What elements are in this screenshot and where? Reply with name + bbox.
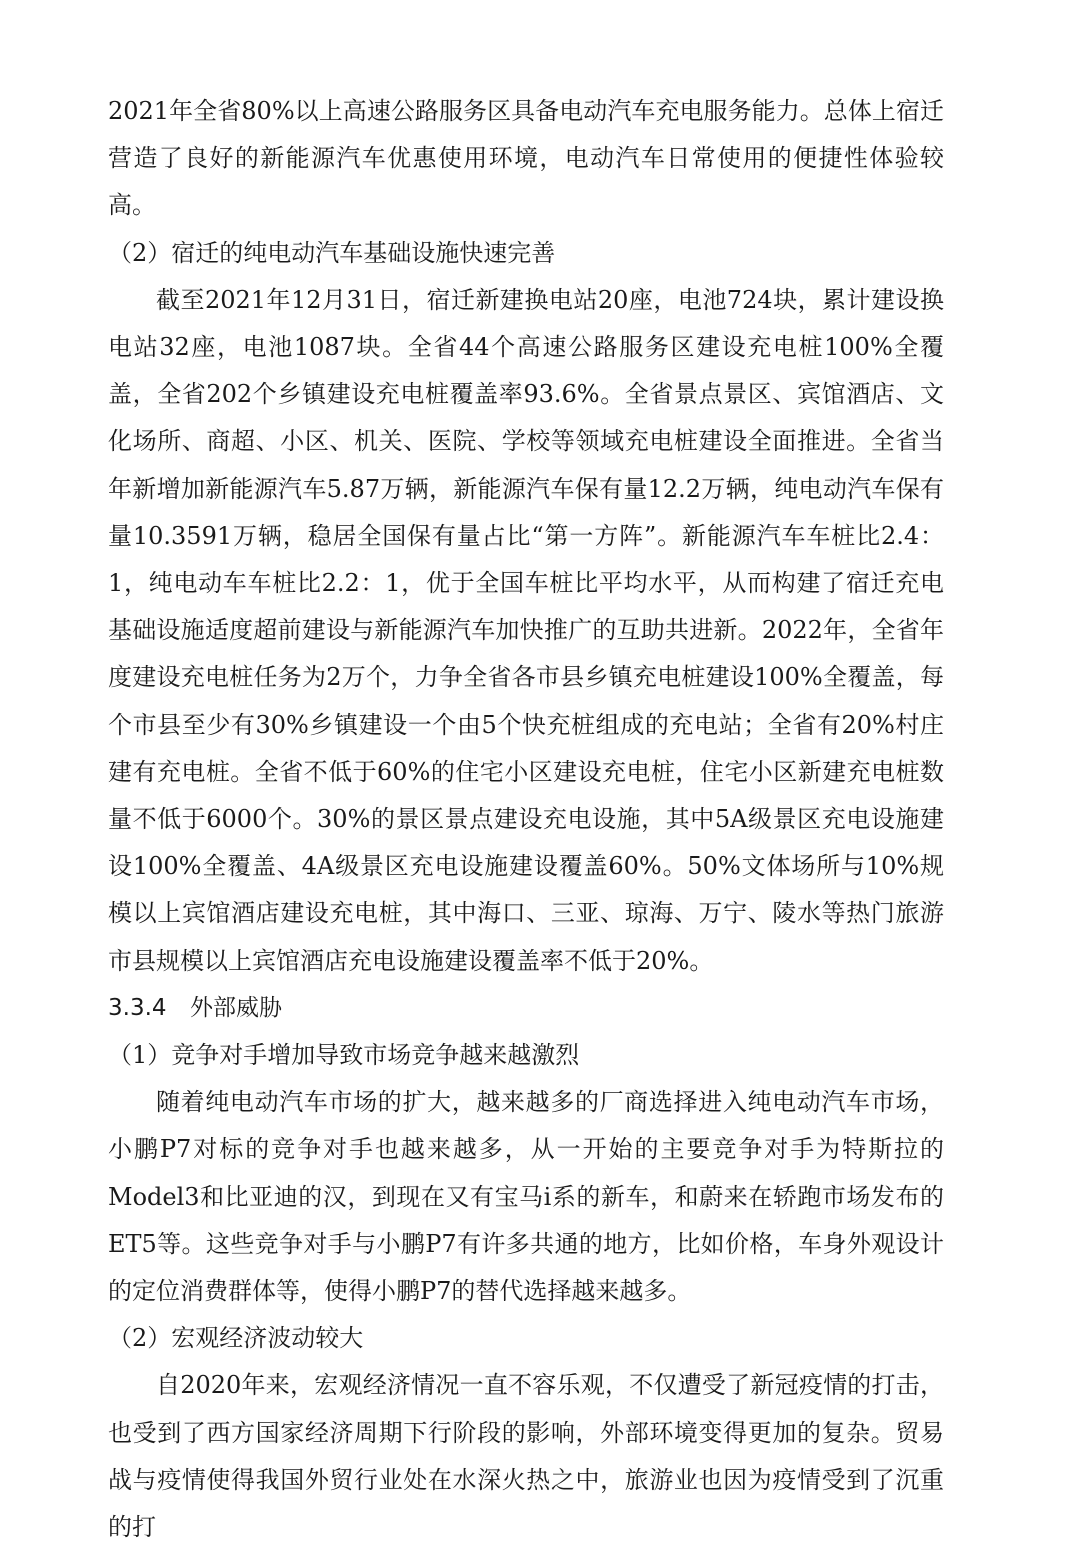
paragraph-competition: 随着纯电动汽车市场的扩大，越来越多的厂商选择进入纯电动汽车市场，小鹏P7对标的竞争对手也越来越多，从一开始的主要竞争对手为特斯拉的Model3和比亚迪的汉，到现在又有宝马i系的新车，和蔚来在轿跑市场发布的ET5等。这些竞争对手与小鹏P7有许多共通的地方，比如价格，车身外观设计的定位消费群体等，使得小鹏P7的替代选择越来越多。: [108, 1088, 944, 1306]
paragraph-infrastructure: 截至2021年12月31日，宿迁新建换电站20座，电池724块，累计建设换电站32座，电池1087块。全省44个高速公路服务区建设充电桩100%全覆盖，全省202个乡镇建设充电桩覆盖率93.6%。全省景点景区、宾馆酒店、文化场所、商超、小区、机关、医院、学校等领域充电桩建设全面推进。全省当年新增加新能源汽车5.87万辆，新能源汽车保有量12.2万辆，纯电动汽车保有量10.3591万辆，稳居全国保有量占比“第一方阵”。新能源汽车车桩比2.4：1，纯电动车车桩比2.2：1，优于全国车桩比平均水平，从而构建了宿迁充电基础设施适度超前建设与新能源汽车加快推广的互助共进新。2022年，全省年度建设充电桩任务为2万个，力争全省各市县乡镇充电桩建设100%全覆盖，每个市县至少有30%乡镇建设一个由5个快充桩组成的充电站；全省有20%村庄建有充电桩。全省不低于60%的住宅小区建设充电桩，住宅小区新建充电桩数量不低于6000个。30%的景区景点建设充电设施，其中5A级景区充电设施建设100%全覆盖、4A级景区充电设施建设覆盖60%。50%文体场所与10%规模以上宾馆酒店建设充电桩，其中海口、三亚、琼海、万宁、陵水等热门旅游市县规模以上宾馆酒店充电设施建设覆盖率不低于20%。: [108, 285, 944, 975]
section-heading: [108, 985, 944, 1032]
paragraph-macroeconomy: 自2020年来，宏观经济情况一直不容乐观，不仅遭受了新冠疫情的打击，也受到了西方国家经济周期下行阶段的影响，外部环境变得更加的复杂。贸易战与疫情使得我国外贸行业处在水深火热之中，旅游业也因为疫情受到了沉重的打: [108, 1371, 944, 1542]
section-title: 外部威胁: [190, 994, 282, 1021]
subheading-infrastructure: （2）宿迁的纯电动汽车基础设施快速完善: [108, 238, 556, 267]
subheading-competition: （1）竞争对手增加导致市场竞争越来越激烈: [108, 1041, 580, 1070]
subheading-macroeconomy: （2）宏观经济波动较大: [108, 1324, 364, 1353]
paragraph-charging-service: 2021年全省80%以上高速公路服务区具备电动汽车充电服务能力。总体上宿迁营造了良好的新能源汽车优惠使用环境，电动汽车日常使用的便捷性体验较高。: [108, 97, 944, 220]
section-number: 3.3.4: [108, 994, 167, 1021]
document-body: [108, 88, 944, 1551]
